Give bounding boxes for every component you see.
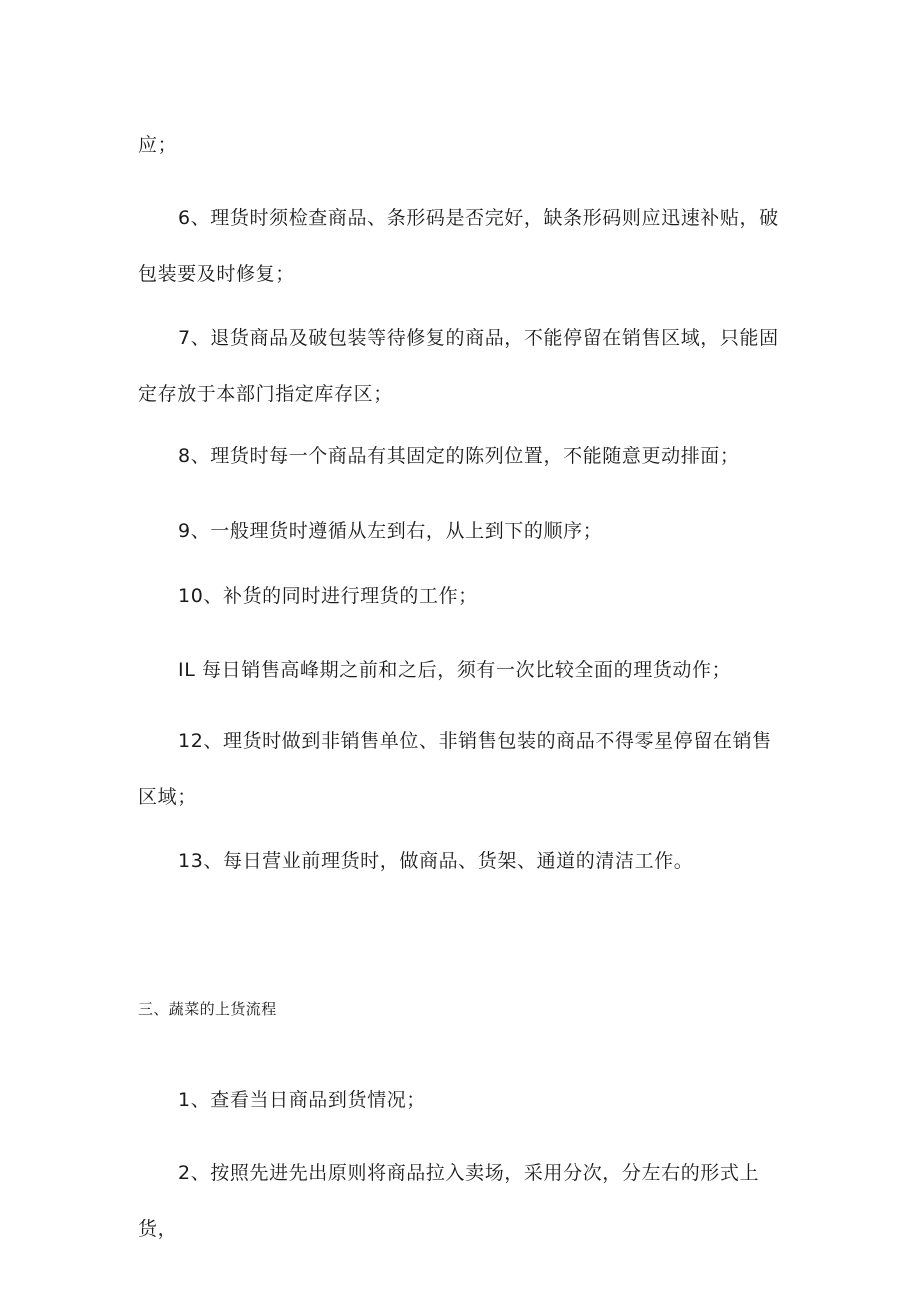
paragraph-item-9: 9、一般理货时遵循从左到右，从上到下的顺序； — [178, 520, 603, 542]
section-heading: 三、蔬菜的上货流程 — [138, 1000, 277, 1018]
paragraph-veg-item-2: 2、按照先进先出原则将商品拉入卖场，采用分次，分左右的形式上货， — [138, 1162, 760, 1240]
paragraph-item-7: 7、退货商品及破包装等待修复的商品，不能停留在销售区域，只能固定存放于本部门指定库存区； — [138, 327, 779, 405]
paragraph-item-11: IL 每日销售高峰期之前和之后，须有一次比较全面的理货动作； — [178, 659, 732, 681]
paragraph-item-6: 6、理货时须检查商品、条形码是否完好，缺条形码则应迅速补贴，破包装要及时修复； — [138, 207, 779, 285]
paragraph-item-13: 13、每日营业前理货时，做商品、货架、通道的清洁工作。 — [178, 850, 694, 872]
paragraph-continuation: 应； — [138, 134, 178, 156]
paragraph-veg-item-1: 1、查看当日商品到货情况； — [178, 1089, 426, 1111]
paragraph-item-8: 8、理货时每一个商品有其固定的陈列位置，不能随意更动排面； — [178, 445, 740, 467]
paragraph-item-10: 10、补货的同时进行理货的工作； — [178, 585, 478, 607]
paragraph-item-12: 12、理货时做到非销售单位、非销售包装的商品不得零星停留在销售区域； — [138, 730, 772, 808]
